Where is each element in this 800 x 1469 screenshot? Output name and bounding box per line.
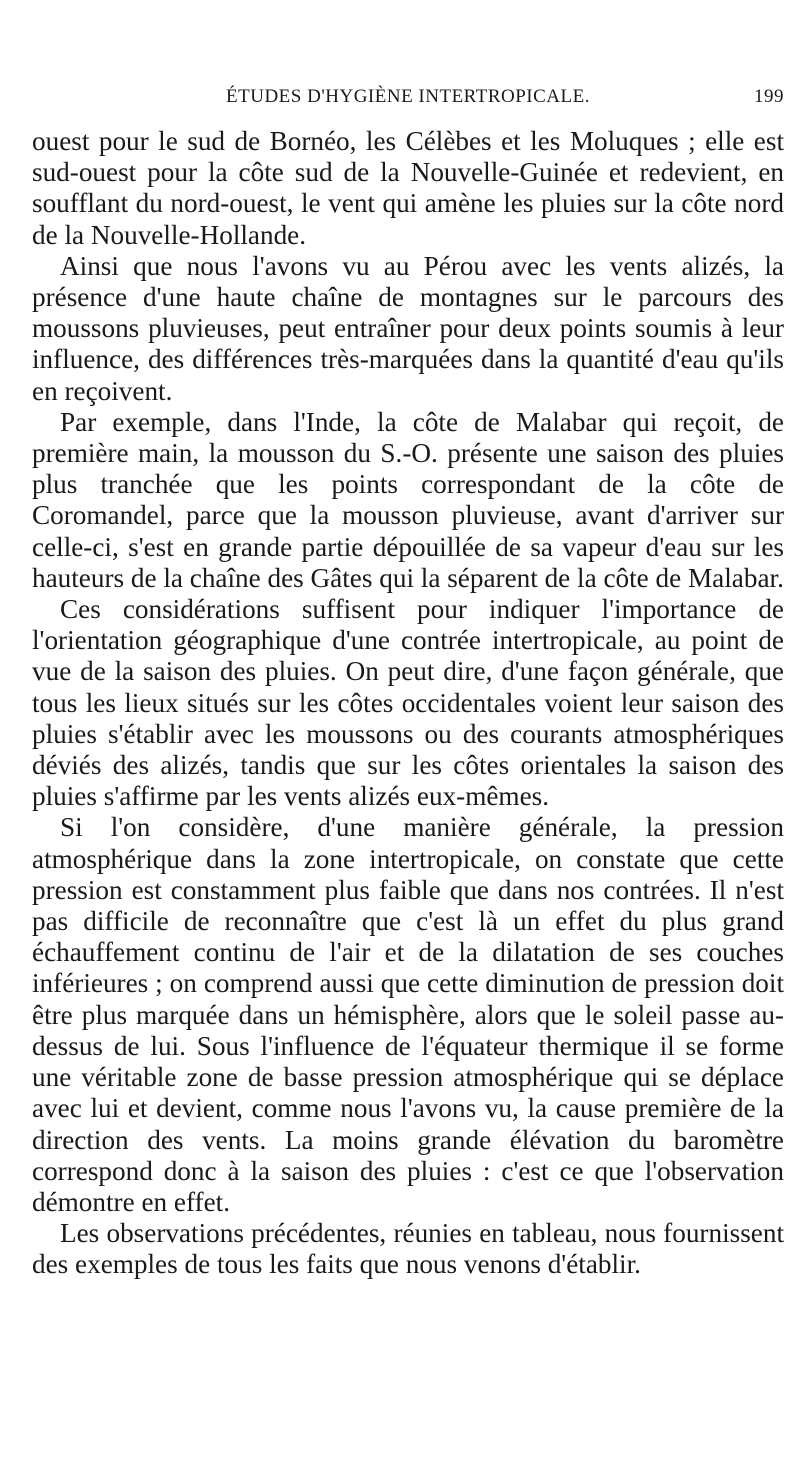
body-text (32, 126, 784, 1281)
paragraph: Par exemple, dans l'Inde, la côte de Malabar qui reçoit, de première main, la mousson du S.-O. présente une saison des pluies plus tranchée que les points correspondant de la côte de Coromandel, parce que la mousson pluvieuse, avant d'arriver sur celle-ci, s'est en grande partie dépouillée de sa vapeur d'eau sur les hauteurs de la chaîne des Gâtes qui la séparent de la côte de Malabar. (32, 406, 784, 593)
book-page (32, 86, 784, 1281)
running-header (32, 86, 784, 126)
page-number: 199 (754, 86, 784, 107)
paragraph: Ainsi que nous l'avons vu au Pérou avec les vents alizés, la présence d'une haute chaîne de montagnes sur le parcours des moussons pluvieuses, peut entraîner pour deux points soumis à leur influence, des différences très-marquées dans la quantité d'eau qu'ils en reçoivent. (32, 250, 784, 406)
paragraph: Les observations précédentes, réunies en tableau, nous fournissent des exemples de tous les faits que nous venons d'établir. (32, 1218, 784, 1280)
running-title: ÉTUDES D'HYGIÈNE INTERTROPICALE. (226, 86, 590, 107)
paragraph: ouest pour le sud de Bornéo, les Célèbes et les Moluques ; elle est sud-ouest pour la côte sud de la Nouvelle-Guinée et redevient, en soufflant du nord-ouest, le vent qui amène les pluies sur la côte nord de la Nouvelle-Hollande. (32, 126, 784, 250)
paragraph: Si l'on considère, d'une manière générale, la pression atmosphérique dans la zone intertropicale, on constate que cette pression est constamment plus faible que dans nos contrées. Il n'est pas difficile de reconnaître que c'est là un effet du plus grand échauffement continu de l'air et de la dilatation de ses couches inférieures ; on comprend aussi que cette diminution de pression doit être plus marquée dans un hémisphère, alors que le soleil passe au-dessus de lui. Sous l'influence de l'équateur thermique il se forme une véritable zone de basse pression atmosphérique qui se déplace avec lui et devient, comme nous l'avons vu, la cause première de la direction des vents. La moins grande élévation du baromètre correspond donc à la saison des pluies : c'est ce que l'observation démontre en effet. (32, 812, 784, 1217)
paragraph: Ces considérations suffisent pour indiquer l'importance de l'orientation géographique d'une contrée intertropicale, au point de vue de la saison des pluies. On peut dire, d'une façon générale, que tous les lieux situés sur les côtes occidentales voient leur saison des pluies s'établir avec les moussons ou des courants atmosphériques déviés des alizés, tandis que sur les côtes orientales la saison des pluies s'affirme par les vents alizés eux-mêmes. (32, 594, 784, 812)
